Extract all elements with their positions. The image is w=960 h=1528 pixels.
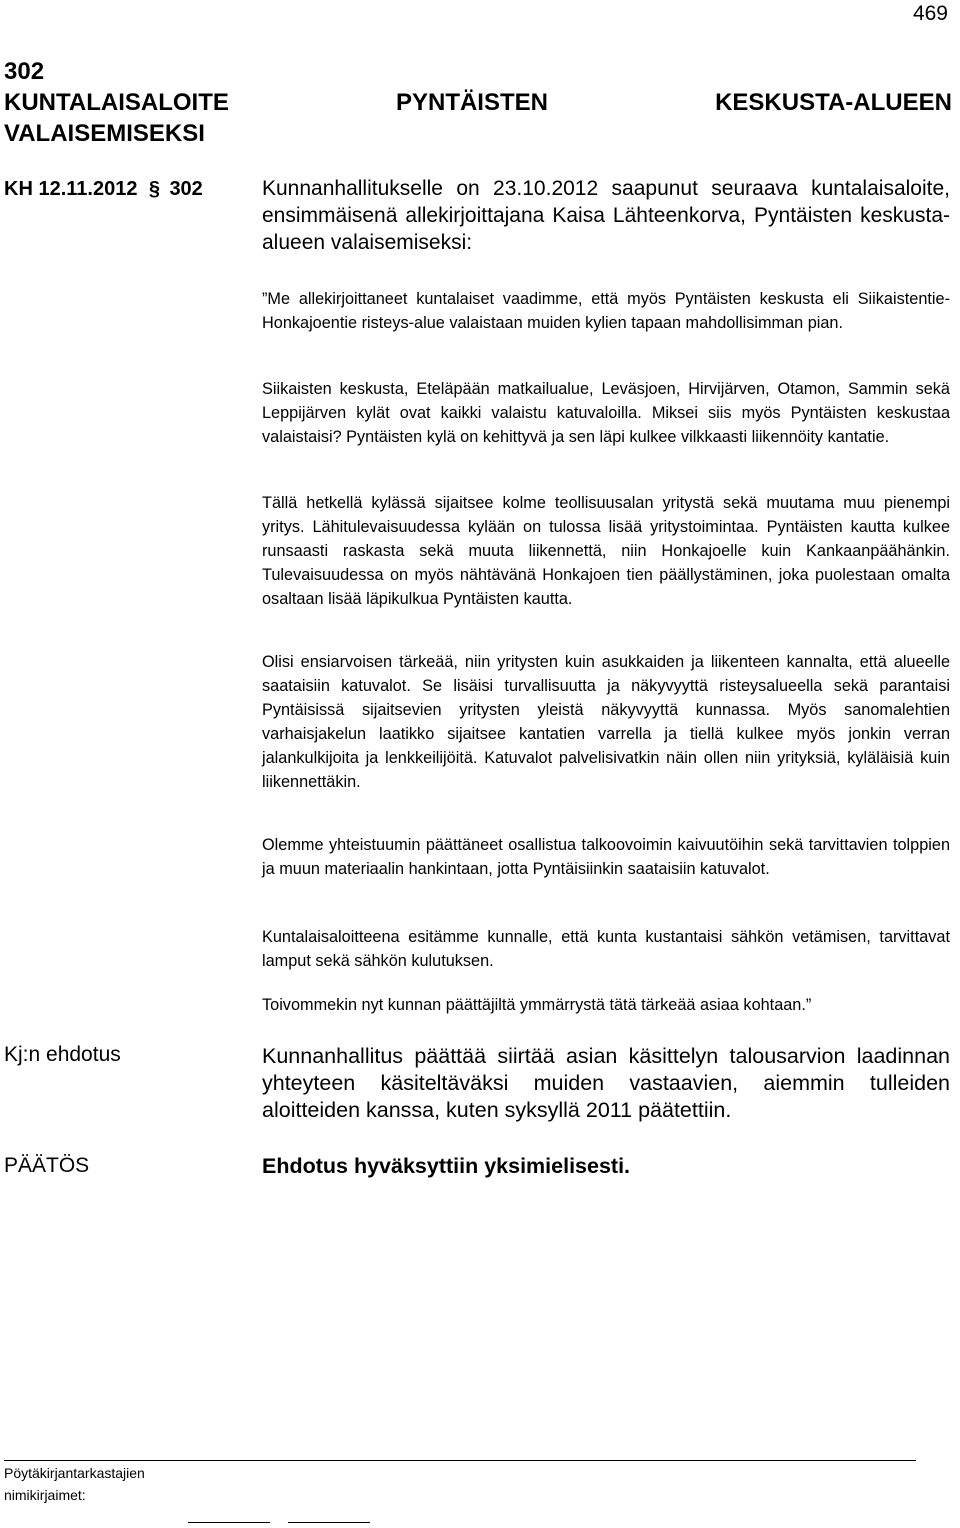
- meeting-date: KH 12.11.2012: [4, 178, 138, 200]
- signature-line-1: [188, 1522, 270, 1523]
- footer-line-2: nimikirjaimet:: [4, 1487, 86, 1503]
- signature-line-2: [288, 1522, 370, 1523]
- proposal-label: Kj:n ehdotus: [4, 1043, 121, 1066]
- quote-paragraph-7: Toivommekin nyt kunnan päättäjiltä ymmärrystä tätä tärkeää asiaa kohtaan.”: [262, 996, 812, 1014]
- quote-paragraph-6: Kuntalaisaloitteena esitämme kunnalle, että kunta kustantaisi sähkön vetämisen, tarvittavat lamput sekä sähkön kulutuksen.: [262, 928, 950, 970]
- quote-paragraph-2: Siikaisten keskusta, Eteläpään matkailualue, Leväsjoen, Hirvijärven, Otamon, Sammin sekä Leppijärven kylät ovat kaikki valaistu katuvaloilla. Miksei siis myös Pyntäisten keskustaa valaistaisi? Pyntäisten kylä on kehittyvä ja sen läpi kulkee vilkkaasti liikennöity kantatie.: [262, 380, 950, 446]
- quote-paragraph-5: Olemme yhteistuumin päättäneet osallistua talkoovoimin kaivuutöihin sekä tarvittavien tolppien ja muun materiaalin hankintaan, jotta Pyntäisiinkin saataisiin katuvalot.: [262, 836, 950, 878]
- intro-paragraph: Kunnanhallitukselle on 23.10.2012 saapunut seuraava kuntalaisaloite, ensimmäisenä allekirjoittajana Kaisa Lähteenkorva, Pyntäisten keskusta-alueen valaisemiseksi:: [262, 177, 950, 254]
- footer-divider: [4, 1460, 916, 1461]
- proposal-text: Kunnanhallitus päättää siirtää asian käsittelyn talousarvion laadinnan yhteyteen käsiteltäväksi muiden vastaavien, aiemmin tulleiden aloitteiden kanssa, kuten syksyllä 2011 päätettiin.: [262, 1044, 950, 1122]
- page-number: 469: [912, 2, 948, 25]
- decision-text: Ehdotus hyväksyttiin yksimielisesti.: [262, 1154, 631, 1178]
- title-word-3: KESKUSTA-ALUEEN: [715, 89, 952, 116]
- title-number: 302: [4, 58, 45, 85]
- section-sign-icon: §: [148, 178, 160, 200]
- section-number: 302: [169, 178, 203, 200]
- title-word-1: KUNTALAISALOITE: [4, 89, 229, 116]
- decision-label: PÄÄTÖS: [4, 1154, 90, 1177]
- meeting-reference: [4, 178, 203, 201]
- quote-paragraph-1: ”Me allekirjoittaneet kuntalaiset vaadimme, että myös Pyntäisten keskusta eli Siikaistentie-Honkajoentie risteys-alue valaistaan muiden kylien tapaan mahdollisimman pian.: [262, 290, 950, 332]
- document-title: [4, 56, 952, 149]
- footer-line-1: Pöytäkirjantarkastajien: [4, 1465, 145, 1481]
- title-word-2: PYNTÄISTEN: [395, 89, 548, 116]
- quote-paragraph-3: Tällä hetkellä kylässä sijaitsee kolme teollisuusalan yritystä sekä muutama muu pienempi yritys. Lähitulevaisuudessa kylään on tulossa lisää yritystoimintaa. Pyntäisten kautta kulkee runsaasti raskasta sekä muuta liikennettä, niin Honkajoelle kuin Kankaanpäähänkin. Tulevaisuudessa on myös nähtävänä Honkajoen tien päällystäminen, joka puolestaan omalta osaltaan lisää läpikulkua Pyntäisten kautta.: [262, 494, 950, 608]
- title-line: [4, 87, 952, 118]
- quote-paragraph-4: Olisi ensiarvoisen tärkeää, niin yritysten kuin asukkaiden ja liikenteen kannalta, että alueelle saataisiin katuvalot. Se lisäisi turvallisuutta ja näkyvyyttä risteysalueella sekä parantaisi Pyntäisissä sijaitsevien yritysten yleistä näkyvyyttä kunnassa. Myös sanomalehtien varhaisjakelun laatikko sijaitsee kantatien varrella ja tiellä kulkee myös jonkin verran jalankulkijoita ja lenkkeilijöitä. Katuvalot palvelisivatkin näin ollen niin yrityksiä, kyläläisiä kuin liikennettäkin.: [262, 653, 950, 791]
- footer-label: [4, 1462, 145, 1506]
- title-line-3: VALAISEMISEKSI: [4, 120, 205, 147]
